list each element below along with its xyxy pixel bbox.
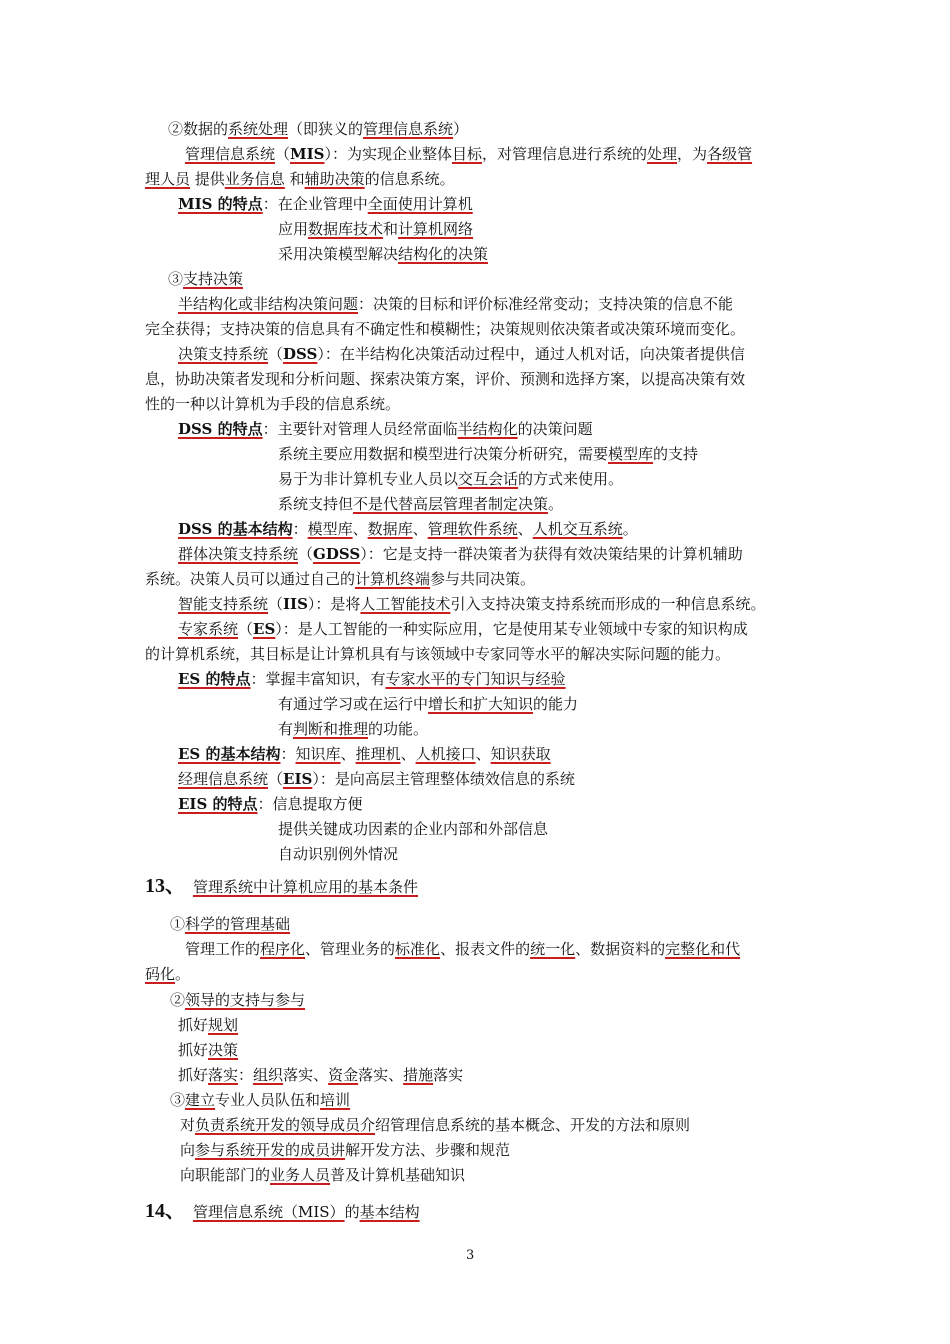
text-run: 向职能部门的 xyxy=(180,1166,271,1184)
underlined-term: 培训 xyxy=(320,1091,351,1109)
text-run: 管理工作的 xyxy=(185,940,261,958)
text-line xyxy=(278,817,548,841)
text-line xyxy=(278,492,563,516)
text-run: 抓好 xyxy=(178,1041,209,1059)
text-run: （即狭义的 xyxy=(288,120,364,138)
text-line xyxy=(178,192,473,216)
underlined-term: ES 的基本结构 xyxy=(178,745,281,763)
text-run: ）：为实现企业整体 xyxy=(324,145,452,163)
underlined-term: 辅助决策 xyxy=(304,170,365,188)
text-line xyxy=(278,217,473,241)
underlined-term: 系统处理 xyxy=(228,120,289,138)
underlined-term: 计算机终端 xyxy=(355,570,431,588)
underlined-term: 不是代替高层管理者制定决策 xyxy=(353,495,549,513)
text-run: （ xyxy=(238,620,254,638)
text-line xyxy=(145,167,455,191)
text-line xyxy=(178,542,743,566)
underlined-term: 交互会话 xyxy=(458,470,519,488)
underlined-term: 基本结构 xyxy=(359,1203,420,1221)
underlined-term: 处理 xyxy=(647,145,678,163)
page-number: 3 xyxy=(466,1248,475,1263)
underlined-term: 结构化的决策 xyxy=(398,245,489,263)
underlined-term: 目标 xyxy=(452,145,483,163)
text-line xyxy=(178,517,638,541)
underlined-term: 决策 xyxy=(208,1041,239,1059)
text-run: （ xyxy=(298,545,314,563)
text-line xyxy=(178,767,575,791)
underlined-term: 组织 xyxy=(253,1066,284,1084)
underlined-term: 人工智能技术 xyxy=(360,595,451,613)
text-run: ） xyxy=(453,120,469,138)
underlined-term: DSS xyxy=(283,345,318,363)
text-line xyxy=(145,367,745,391)
text-run: 、 xyxy=(412,520,428,538)
text-run: （ xyxy=(268,595,284,613)
text-run: 提供关键成功因素的企业内部和外部信息 xyxy=(278,820,549,838)
text-line xyxy=(168,267,243,291)
text-run: 引入支持决策支持系统而形成的一种信息系统。 xyxy=(450,595,766,613)
text-run: 的功能。 xyxy=(368,720,429,738)
underlined-term: 完整化和代 xyxy=(665,940,741,958)
text-line xyxy=(178,292,733,316)
underlined-term: 人机接口 xyxy=(415,745,476,763)
text-run: ③ xyxy=(170,1091,186,1109)
underlined-term: 智能支持系统 xyxy=(178,595,269,613)
underlined-term: 知识库 xyxy=(295,745,341,763)
underlined-term: ES xyxy=(253,620,276,638)
underlined-term: 模型库 xyxy=(307,520,353,538)
text-run: ：信息提取方便 xyxy=(257,795,363,813)
underlined-term: 码化 xyxy=(145,965,176,983)
text-run: 提供 xyxy=(190,170,225,188)
underlined-term: 人机交互系统 xyxy=(532,520,623,538)
text-run: 的方式来使用。 xyxy=(518,470,624,488)
underlined-term: 措施 xyxy=(403,1066,434,1084)
underlined-term: 专家系统 xyxy=(178,620,239,638)
underlined-term: 管理信息系统（MIS） xyxy=(193,1203,345,1221)
text-run: ： xyxy=(292,520,308,538)
underlined-term: 程序化 xyxy=(260,940,306,958)
underlined-term: 判断和推理 xyxy=(293,720,369,738)
underlined-term: 科学的管理基础 xyxy=(185,915,291,933)
underlined-term: 管理信息系统 xyxy=(363,120,454,138)
text-run: 和 xyxy=(383,220,399,238)
underlined-term: DSS 的基本结构 xyxy=(178,520,293,538)
text-run: ： xyxy=(238,1066,254,1084)
section-heading xyxy=(145,1198,420,1225)
text-line xyxy=(278,692,578,716)
text-run: ）：是将 xyxy=(307,595,361,613)
underlined-term: 半结构化或非结构决策问题 xyxy=(178,295,359,313)
underlined-term: 资金 xyxy=(328,1066,359,1084)
text-run: 落实、 xyxy=(283,1066,329,1084)
text-line xyxy=(170,988,305,1012)
text-run: 。 xyxy=(622,520,638,538)
text-run: ，为 xyxy=(677,145,708,163)
text-run: 、 xyxy=(352,520,368,538)
text-line xyxy=(178,667,566,691)
text-run: 采用决策模型解决 xyxy=(278,245,399,263)
text-run: 专业人员队伍和 xyxy=(215,1091,321,1109)
text-run: ）：在半结构化决策活动过程中，通过人机对话，向决策者提供信 xyxy=(317,345,745,363)
text-run: ：决策的目标和评价标准经常变动；支持决策的信息不能 xyxy=(358,295,734,313)
text-line xyxy=(145,642,730,666)
text-run: 息，协助决策者发现和分析问题、探索决策方案，评价、预测和选择方案，以提高决策有效 xyxy=(145,370,746,388)
underlined-term: 业务信息 xyxy=(224,170,285,188)
text-run: ：在企业管理中 xyxy=(262,195,368,213)
text-run: 的能力 xyxy=(533,695,579,713)
text-line xyxy=(145,962,190,986)
text-line xyxy=(178,592,765,616)
underlined-term: 管理信息系统 xyxy=(185,145,276,163)
section-number: 13、 xyxy=(145,875,185,897)
text-line xyxy=(178,1063,463,1087)
underlined-term: EIS 的特点 xyxy=(178,795,258,813)
text-run: （ xyxy=(268,345,284,363)
underlined-term: 支持决策 xyxy=(183,270,244,288)
text-run: 。 xyxy=(175,965,191,983)
text-line xyxy=(180,1138,510,1162)
underlined-term: 管理软件系统 xyxy=(427,520,518,538)
text-line xyxy=(178,1038,238,1062)
text-run: 解开发方法、步骤和规范 xyxy=(345,1141,511,1159)
underlined-term: 数据库技术 xyxy=(308,220,384,238)
underlined-term: MIS 的特点 xyxy=(178,195,263,213)
text-line xyxy=(178,1013,238,1037)
text-line xyxy=(278,842,398,866)
text-run: 系统支持但 xyxy=(278,495,354,513)
text-run: 、数据资料的 xyxy=(575,940,666,958)
text-run: 应用 xyxy=(278,220,309,238)
text-run: 、管理业务的 xyxy=(305,940,396,958)
underlined-term: EIS xyxy=(283,770,313,788)
text-run: 。 xyxy=(548,495,564,513)
text-run: （ xyxy=(268,770,284,788)
text-run: 的 xyxy=(344,1203,360,1221)
text-line xyxy=(180,1163,465,1187)
text-run: 落实 xyxy=(433,1066,464,1084)
underlined-term: 建立 xyxy=(185,1091,216,1109)
text-line xyxy=(185,937,740,961)
underlined-term: 半结构化 xyxy=(457,420,518,438)
text-run: 的决策问题 xyxy=(517,420,593,438)
underlined-term: 负责系统开发的领导成员介 xyxy=(195,1116,376,1134)
text-line xyxy=(180,1113,690,1137)
text-run: ）：是向高层主管理整体绩效信息的系统 xyxy=(312,770,575,788)
text-run: ② xyxy=(170,991,186,1009)
underlined-term: 决策支持系统 xyxy=(178,345,269,363)
underlined-term: 推理机 xyxy=(355,745,401,763)
section-number: 14、 xyxy=(145,1200,185,1222)
text-run: ）：是人工智能的一种实际应用，它是使用某专业领域中专家的知识构成 xyxy=(275,620,748,638)
text-run: 、 xyxy=(400,745,416,763)
text-run: ②数据的 xyxy=(168,120,229,138)
underlined-term: 各级管 xyxy=(707,145,753,163)
text-run: ：掌握丰富知识，有 xyxy=(250,670,386,688)
underlined-term: 增长和扩大知识 xyxy=(428,695,534,713)
text-run: ① xyxy=(170,915,186,933)
underlined-term: 业务人员 xyxy=(270,1166,331,1184)
text-run: IIS xyxy=(283,595,308,613)
underlined-term: DSS 的特点 xyxy=(178,420,263,438)
text-run: ）：它是支持一群决策者为获得有效决策结果的计算机辅助 xyxy=(360,545,743,563)
underlined-term: ES 的特点 xyxy=(178,670,251,688)
underlined-term: 统一化 xyxy=(530,940,576,958)
text-line xyxy=(170,912,290,936)
underlined-term: MIS xyxy=(290,145,325,163)
text-run: 系统主要应用数据和模型进行决策分析研究，需要 xyxy=(278,445,609,463)
underlined-term: 计算机网络 xyxy=(398,220,474,238)
text-run: 、 xyxy=(475,745,491,763)
text-run: 和 xyxy=(284,170,305,188)
text-run: 抓好 xyxy=(178,1066,209,1084)
underlined-term: 规划 xyxy=(208,1016,239,1034)
text-line xyxy=(185,142,752,166)
underlined-term: 专家水平的专门知识与经验 xyxy=(385,670,566,688)
text-line xyxy=(145,567,535,591)
text-run: 自动识别例外情况 xyxy=(278,845,399,863)
text-run: 有通过学习或在运行中 xyxy=(278,695,429,713)
text-run: 性的一种以计算机为手段的信息系统。 xyxy=(145,395,401,413)
text-run: ，对管理信息进行系统的 xyxy=(482,145,648,163)
underlined-term: 模型库 xyxy=(608,445,654,463)
text-run: 易于为非计算机专业人员以 xyxy=(278,470,459,488)
text-run: 抓好 xyxy=(178,1016,209,1034)
underlined-term: 参与系统开发的成员讲 xyxy=(195,1141,346,1159)
text-line xyxy=(145,317,745,341)
underlined-term: 标准化 xyxy=(395,940,441,958)
text-run: 对 xyxy=(180,1116,196,1134)
underlined-term: 领导的支持与参与 xyxy=(185,991,306,1009)
text-run: 有 xyxy=(278,720,294,738)
section-heading xyxy=(145,873,418,900)
text-run: 、 xyxy=(517,520,533,538)
text-line xyxy=(178,742,551,766)
text-line xyxy=(278,467,623,491)
text-run: 落实、 xyxy=(358,1066,404,1084)
underlined-term: 落实 xyxy=(208,1066,239,1084)
text-line xyxy=(178,792,363,816)
text-line xyxy=(168,117,468,141)
underlined-term: 理人员 xyxy=(145,170,191,188)
underlined-term: 数据库 xyxy=(367,520,413,538)
text-run: 参与共同决策。 xyxy=(430,570,536,588)
text-run: 、 xyxy=(340,745,356,763)
text-run: 系统。决策人员可以通过自己的 xyxy=(145,570,356,588)
text-run: ： xyxy=(280,745,296,763)
text-run: ：主要针对管理人员经常面临 xyxy=(262,420,458,438)
underlined-term: 全面使用计算机 xyxy=(367,195,473,213)
underlined-term: 群体决策支持系统 xyxy=(178,545,299,563)
text-run: （ xyxy=(275,145,291,163)
underlined-term: 经理信息系统 xyxy=(178,770,269,788)
text-run: 的支持 xyxy=(653,445,699,463)
text-line xyxy=(178,342,745,366)
text-run: ③ xyxy=(168,270,184,288)
text-run: 普及计算机基础知识 xyxy=(330,1166,466,1184)
text-line xyxy=(145,392,400,416)
underlined-term: 知识获取 xyxy=(490,745,551,763)
text-line xyxy=(278,442,698,466)
underlined-term: 管理系统中计算机应用的基本条件 xyxy=(193,878,419,896)
text-run: 的信息系统。 xyxy=(364,170,455,188)
text-line xyxy=(170,1088,350,1112)
underlined-term: GDSS xyxy=(313,545,361,563)
text-run: 的计算机系统，其目标是让计算机具有与该领域中专家同等水平的解决实际问题的能力。 xyxy=(145,645,731,663)
text-run: 完全获得；支持决策的信息具有不确定性和模糊性；决策规则依决策者或决策环境而变化。 xyxy=(145,320,746,338)
text-line xyxy=(178,417,593,441)
text-line xyxy=(278,717,428,741)
text-run: 、报表文件的 xyxy=(440,940,531,958)
text-run: 绍管理信息系统的基本概念、开发的方法和原则 xyxy=(375,1116,691,1134)
text-run: 向 xyxy=(180,1141,196,1159)
text-line xyxy=(178,617,748,641)
text-line xyxy=(278,242,488,266)
